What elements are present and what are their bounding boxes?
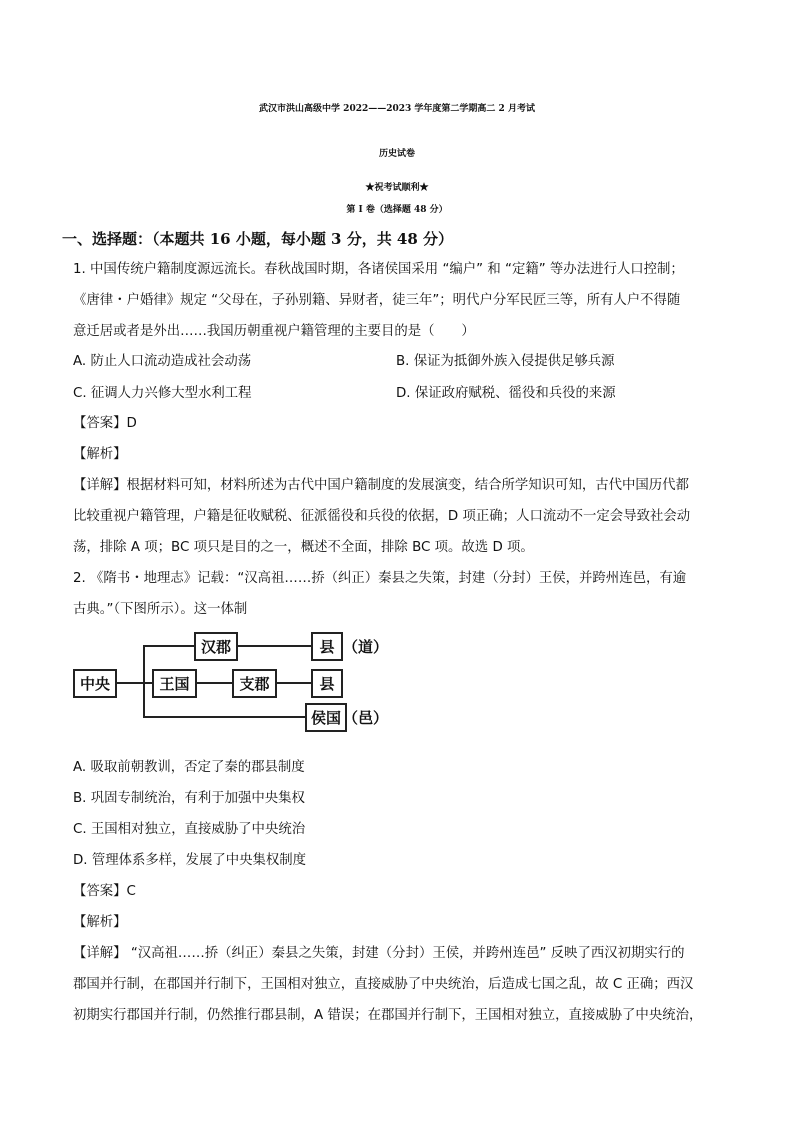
q1-stem-line-2: 《唐律・户婚律》规定 “父母在，子孙别籍、异财者，徒三年”；明代户分军民匠三等，所有人户不得随: [73, 293, 681, 308]
diagram-hanjun-box: 汉郡: [194, 632, 238, 661]
diagram-line: [143, 716, 306, 718]
q2-detail-line-1: 【详解】 “汉高祖……挢（纠正）秦县之失策，封建（分封）王侯，并跨州连邑” 反映了西汉初期实行的: [73, 946, 685, 961]
diagram-central-box: 中央: [73, 669, 117, 698]
diagram-dao-label: （道）: [343, 638, 389, 656]
q1-option-c[interactable]: C. 征调人力兴修大型水利工程: [73, 386, 252, 401]
blessing-text: ★祝考试顺利★: [365, 183, 429, 193]
q2-option-c[interactable]: C. 王国相对独立，直接威胁了中央统治: [73, 822, 306, 837]
q2-option-b[interactable]: B. 巩固专制统治，有利于加强中央集权: [73, 791, 305, 806]
diagram-county-top-box: 县: [311, 632, 343, 661]
q1-analysis-label: 【解析】: [73, 447, 127, 462]
section-heading: 一、选择题：（本题共 16 小题，每小题 3 分，共 48 分）: [62, 230, 454, 248]
q1-detail-line-2: 比较重视户籍管理，户籍是征收赋税、征派徭役和兵役的依据，D 项正确；人口流动不一定会导致社会动: [73, 509, 691, 524]
q1-option-b[interactable]: B. 保证为抵御外族入侵提供足够兵源: [396, 354, 615, 369]
diagram-line: [143, 645, 195, 647]
diagram-yi-label: （邑）: [343, 709, 389, 727]
q2-option-d[interactable]: D. 管理体系多样，发展了中央集权制度: [73, 853, 307, 868]
diagram-houguo-box: 侯国: [305, 703, 347, 732]
q2-stem-line-1: 2. 《隋书・地理志》记载：“汉高祖……挢（纠正）秦县之失策，封建（分封）王侯，并跨州连邑，有逾: [73, 571, 687, 586]
q1-stem-line-3: 意迁居或者是外出……我国历朝重视户籍管理的主要目的是（ ）: [73, 324, 475, 339]
q1-detail-line-1: 【详解】根据材料可知，材料所述为古代中国户籍制度的发展演变，结合所学知识可知，古代中国历代都: [73, 478, 689, 493]
q1-stem-line-1: 1. 中国传统户籍制度源远流长。春秋战国时期，各诸侯国采用 “编户” 和 “定籍” 等办法进行人口控制；: [73, 262, 684, 277]
q1-option-a[interactable]: A. 防止人口流动造成社会动荡: [73, 354, 252, 369]
diagram-zhijun-box: 支郡: [232, 669, 277, 698]
q1-answer: 【答案】D: [73, 416, 137, 431]
diagram-line: [237, 645, 312, 647]
exam-subtitle: 历史试卷: [378, 149, 415, 159]
q2-detail-line-3: 初期实行郡国并行制，仍然推行郡县制，A 错误；在郡国并行制下，王国相对独立，直接威胁了中央统治，: [73, 1008, 703, 1023]
volume-heading: 第 I 卷（选择题 48 分）: [346, 205, 448, 215]
diagram-line: [196, 682, 233, 684]
q1-option-d[interactable]: D. 保证政府赋税、徭役和兵役的来源: [396, 386, 616, 401]
q2-detail-line-2: 郡国并行制，在郡国并行制下，王国相对独立，直接威胁了中央统治，后造成七国之乱，故 C 正确；西汉: [73, 977, 694, 992]
q2-analysis-label: 【解析】: [73, 915, 127, 930]
diagram-county-mid-box: 县: [311, 669, 343, 698]
q2-answer: 【答案】C: [73, 884, 136, 899]
diagram-line: [276, 682, 312, 684]
exam-title: 武汉市洪山高级中学 2022——2023 学年度第二学期高二 2 月考试: [259, 104, 535, 114]
diagram-wangguo-box: 王国: [152, 669, 197, 698]
diagram-line: [116, 682, 144, 684]
q2-stem-line-2: 古典。”（下图所示）。这一体制: [73, 602, 248, 617]
q2-option-a[interactable]: A. 吸取前朝教训，否定了秦的郡县制度: [73, 760, 305, 775]
q1-detail-line-3: 荡，排除 A 项；BC 项只是目的之一，概述不全面，排除 BC 项。故选 D 项。: [73, 540, 534, 555]
